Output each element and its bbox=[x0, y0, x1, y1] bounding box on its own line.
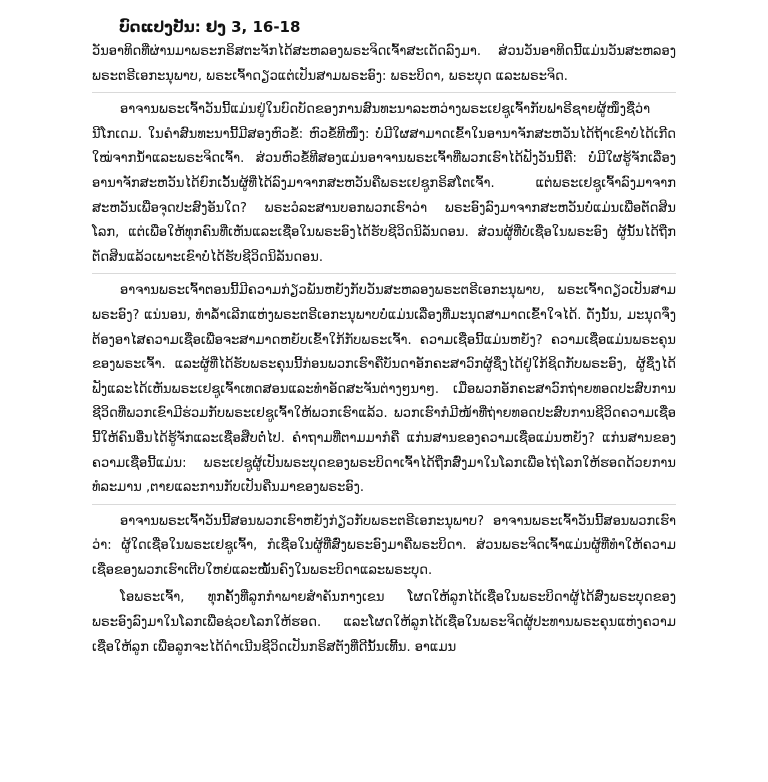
paragraph-trinity: ອາຈານພຣະເຈົ້າວັນນີ້ສອນພວກເຮົາຫຍັງກ່ຽວກັບພຣະຕຣີເອກະນຸພາບ? ອາຈານພຣະເຈົ້າວັນນີ້ສອນພວກເຮົາວ່າ: ຜູ້ໃດເຊື່ອໃນພຣະເຢຊູເຈົ້າ, ກໍເຊື່ອໃນຜູ້ທີ່ສົ່ງພຣະອົງມາຄືພຣະບິດາ. ສ່ວນພຣະຈິດເຈົ້າແມ່ນຜູ້ທີ່ທຳໃຫ້ຄວາມເຊື່ອຂອງພວກເຮົາເຕີບໃຫຍ່ແລະໝັ້ນຄົງໃນພຣະບິດາແລະພຣະບຸດ. bbox=[92, 513, 676, 578]
divider bbox=[92, 92, 676, 93]
divider bbox=[92, 273, 676, 274]
paragraph-faith: ອາຈານພຣະເຈົ້າຕອນນີ້ມີຄວາມກ່ຽວພັນຫຍັງກັບວັນສະຫລອງພຣະຕຣີເອກະນຸພາບ, ພຣະເຈົ້າດຽວເປັນສາມພຣະອົງ? ແນ່ນອນ, ທຳລ້ຳເລີກແຫ່ງພຣະຕຣີເອກະນຸພາບບໍ່ແມ່ນເລື່ອງທີ່ມະນຸດສາມາດເຂົ້າໃຈໄດ້. ດັ່ງນັ້ນ, ມະນຸດຈຶ່ງຕ້ອງອາໄສຄວາມເຊື່ອເພື່ອຈະສາມາດຫຍັບເຂົ້າໃກ້ກັບພຣະເຈົ້າ. ຄວາມເຊື່ອນີ້ແມ່ນຫຍັງ? ຄວາມເຊື່ອແມ່ນພຣະຄຸນຂອງພຣະເຈົ້າ. ແລະຜູ້ທີ່ໄດ້ຮັບພຣະຄຸນນີ້ກ່ອນພວກເຮົາຄືບັນດາອັກຄະສາວົກຜູ້ຊຶ່ງໄດ້ຢູ່ໃກ້ຊິດກັບພຣະອົງ, ຜູ້ຊຶ່ງໄດ້ຟັງແລະໄດ້ເຫັນພຣະເຢຊູເຈົ້າເທດສອນແລະທຳອັດສະຈັນຕ່າງໆນາໆ. ເມື່ອພວກອັກຄະສາວົກຖ່າຍທອດປະສົບການຊີວິດທີ່ພວກເຂົາມີຮ່ວມກັບພຣະເຢຊູເຈົ້າໃຫ້ພວກເຮົາແລ້ວ. ພວກເຮົາກໍມີໜ້າທີ່ຖ່າຍທອດປະສົບການຊີວິດຄວາມເຊື່ອນີ້ໃຫ້ຄົນອື່ນໄດ້ຮູ້ຈັກແລະເຊື່ອສືບຕໍ່ໄປ. ຄຳຖາມທີ່ຕາມມາກໍຄື ແກ່ນສານຂອງຄວາມເຊື່ອແມ່ນຫຍັງ? ແກ່ນສານຂອງຄວາມເຊື່ອນີ້ແມ່ນ: ພຣະເຢຊູຜູ້ເປັນພຣະບຸດຂອງພຣະບິດາເຈົ້າໄດ້ຖືກສົ່ງມາໃນໂລກເພື່ອໄຖ່ໂລກໃຫ້ຮອດດ້ວຍການທໍລະມານ ,ຕາຍແລະການກັບເປັນຄືນມາຂອງພຣະອົງ. bbox=[92, 283, 676, 496]
paragraph-context: ອາຈານພຣະເຈົ້າວັນນີ້ແມ່ນຢູ່ໃນບົດບັດຂອງການສົນທະນາລະຫວ່າງພຣະເຢຊູເຈົ້າກັບຟາຣີຊາຍຜູ້ໜຶ່ງຊື່ວ່ານີໂກເດມ. ໃນຄຳສົນທະນານີ້ມີສອງຫົວຂໍ້: ຫົວຂໍ້ທີໜຶ່ງ: ບໍ່ມີໃຜສາມາດເຂົ້າໃນອານາຈັກສະຫວັນໄດ້ຖ້າເຂົາບໍ່ໄດ້ເກີດໃໝ່ຈາກນ້ຳແລະພຣະຈິດເຈົ້າ. ສ່ວນຫົວຂໍ້ທີສອງແມ່ນອາຈານພຣະເຈົ້າທີ່ພວກເຮົາໄດ້ຟັງວັນນີ້ຄື: ບໍ່ມີໃຜຮູ້ຈັກເລື່ອງອານາຈັກສະຫວັນໄດ້ຍົກເວັ້ນຜູ້ທີ່ໄດ້ລົງມາຈາກສະຫວັນຄືພຣະເຢຊູກຣິສໂຕເຈົ້າ. ແຕ່ພຣະເຢຊູເຈົ້າລົງມາຈາກສະຫວັນເພື່ອຈຸດປະສົງອັນໃດ? ພຣະວໍລະສານບອກພວກເຮົາວ່າ ພຣະອົງລົງມາຈາກສະຫວັນບໍ່ແມ່ນເພື່ອຕັດສິນໂລກ, ແຕ່ເພື່ອໃຫ້ທຸກຄົນທີ່ເຫັນແລະເຊື່ອໃນພຣະອົງໄດ້ຮັບຊີວິດນິລັນດອນ. ສ່ວນຜູ້ທີ່ບໍ່ເຊື່ອໃນພຣະອົງ ຜູ້ນັ້ນໄດ້ຖືກຕັດສິນແລ້ວເພາະເຂົາບໍ່ໄດ້ຮັບຊີວິດນິລັນດອນ. bbox=[92, 102, 676, 265]
paragraph-intro: ວັນອາທິດທີ່ຜ່ານມາພຣະກຣິສຕະຈັກໄດ້ສະຫລອງພຣະຈິດເຈົ້າສະເດັດລົງມາ. ສ່ວນວັນອາທິດນີ້ແມ່ນວັນສະຫລອງພຣະຕຣີເອກະນຸພາບ, ພຣະເຈົ້າດຽວແຕ່ເປັນສາມພຣະອົງ: ພຣະບິດາ, ພຣະບຸດ ແລະພຣະຈິດ. bbox=[92, 44, 676, 84]
paragraph-prayer: ໂອພຣະເຈົ້າ, ທຸກຄັ້ງທີ່ລູກກຳພາຍສຳຄັນກາງເຂນ ໂຜດໃຫ້ລູກໄດ້ເຊື່ອໃນພຣະບິດາຜູ້ໄດ້ສົ່ງພຣະບຸດຂອງພຣະອົງລົງມາໃນໂລກເພື່ອຊ່ວຍໂລກໃຫ້ຮອດ. ແລະໂຜດໃຫ້ລູກໄດ້ເຊື່ອໃນພຣະຈິດຜູ້ປະທານພຣະຄຸນແຫ່ງຄວາມເຊື່ອໃຫ້ລູກ ເພື່ອລູກຈະໄດ້ດຳເນີນຊີວິດເປັນກຣິສຕັງທີ່ດີນັ້ນເທີ້ນ. ອາແມນ bbox=[92, 590, 676, 655]
document-heading: ບົດແປງປັນ: ຢງ 3, 16-18 bbox=[119, 18, 301, 36]
divider bbox=[92, 504, 676, 505]
